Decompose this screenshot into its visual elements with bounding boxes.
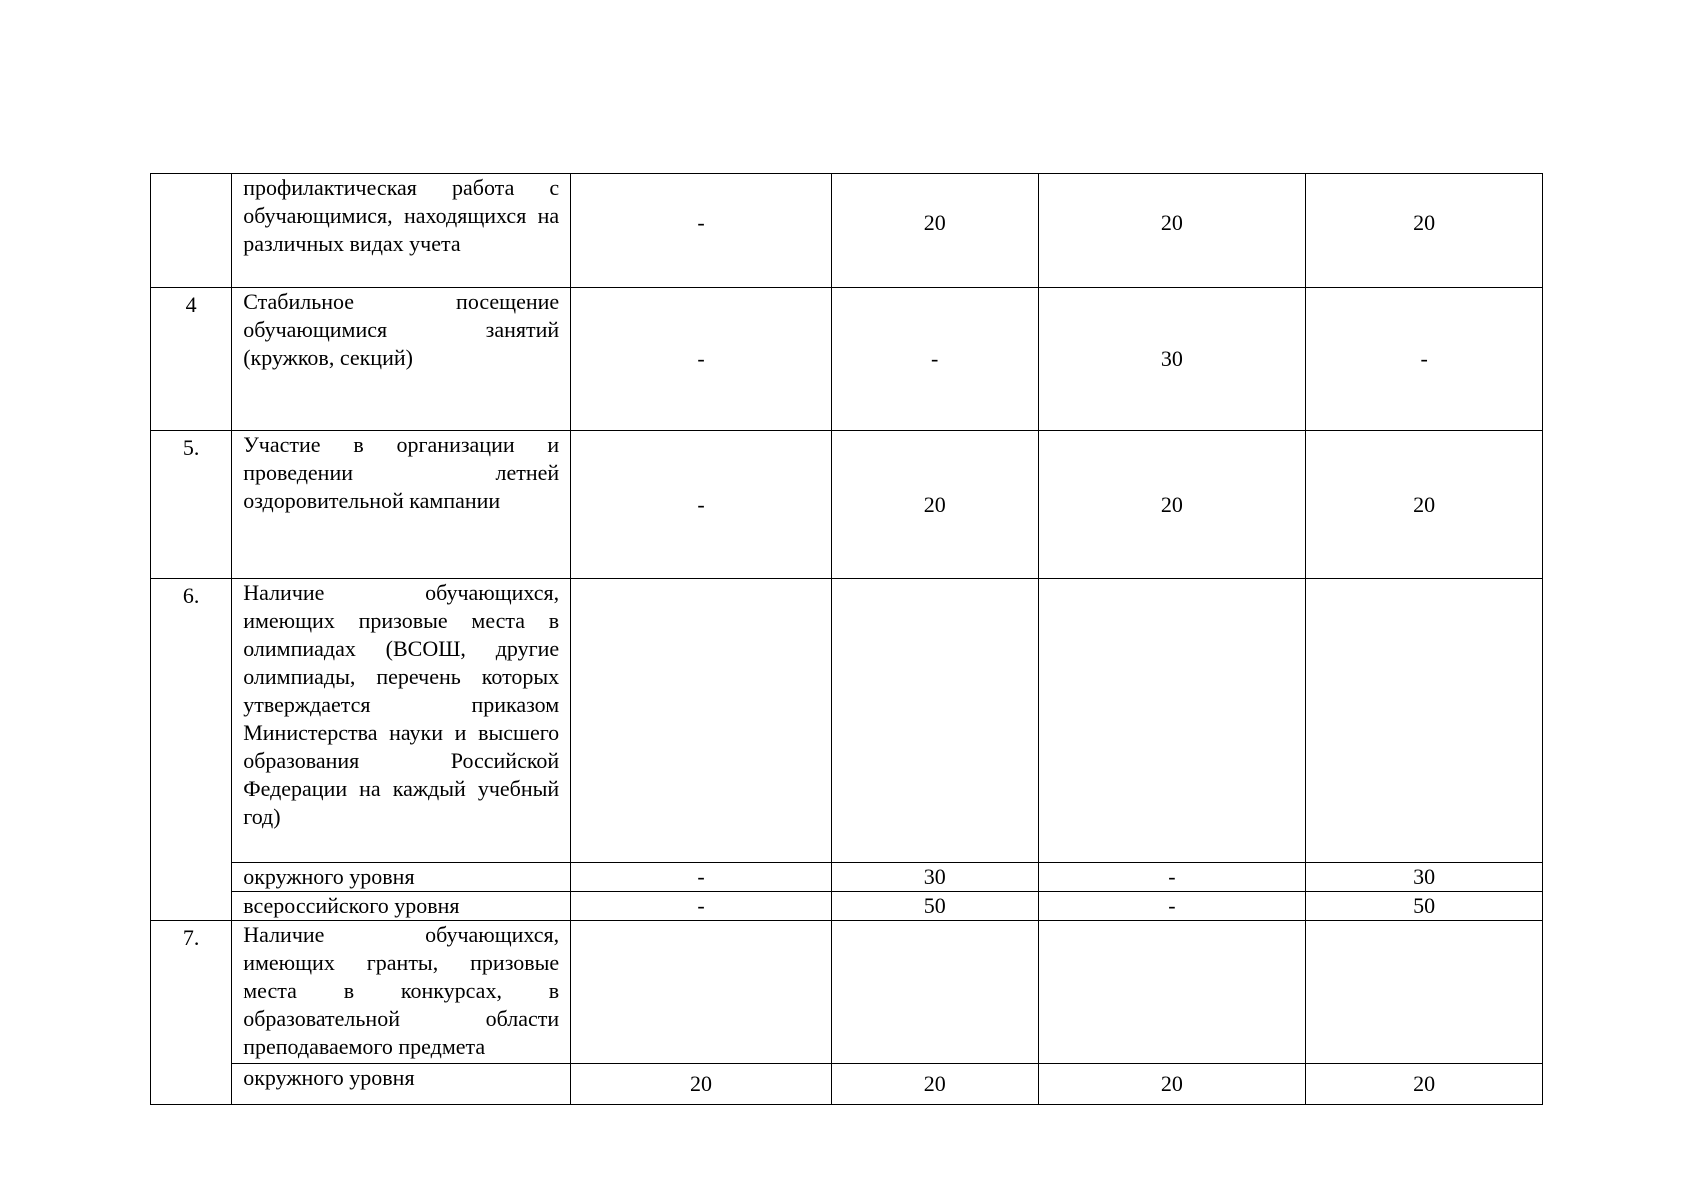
value-cell bbox=[1306, 579, 1543, 863]
value-cell: 30 bbox=[1306, 863, 1543, 892]
row-number: 4 bbox=[151, 288, 232, 431]
value-cell: 20 bbox=[1306, 431, 1543, 579]
level-label: всероссийского уровня bbox=[232, 892, 571, 921]
value-cell: 20 bbox=[1038, 174, 1306, 288]
value-cell: - bbox=[831, 288, 1038, 431]
value-cell: - bbox=[571, 892, 832, 921]
table-row bbox=[151, 892, 1543, 921]
value-cell bbox=[1038, 579, 1306, 863]
value-cell: 20 bbox=[1306, 1064, 1543, 1105]
value-cell: 30 bbox=[831, 863, 1038, 892]
criterion-text: Участие в организации и проведении летней оздоровительной кампании bbox=[232, 431, 571, 579]
criterion-text: Наличие обучающихся, имеющих гранты, призовые места в конкурсах, в образовательной области преподаваемого предмета bbox=[232, 921, 571, 1064]
value-cell: 20 bbox=[1038, 1064, 1306, 1105]
value-cell: 50 bbox=[1306, 892, 1543, 921]
value-cell: - bbox=[571, 431, 832, 579]
criterion-text: профилактическая работа с обучающимися, находящихся на различных видах учета bbox=[232, 174, 571, 288]
level-label: окружного уровня bbox=[232, 863, 571, 892]
table-row bbox=[151, 431, 1543, 579]
value-cell: - bbox=[1306, 288, 1543, 431]
value-cell: - bbox=[1038, 863, 1306, 892]
table-row bbox=[151, 1064, 1543, 1105]
value-cell: - bbox=[571, 288, 832, 431]
level-label: окружного уровня bbox=[232, 1064, 571, 1105]
value-cell: 20 bbox=[1306, 174, 1543, 288]
value-cell bbox=[571, 579, 832, 863]
value-cell bbox=[1038, 921, 1306, 1064]
value-cell: 50 bbox=[831, 892, 1038, 921]
row-number bbox=[151, 174, 232, 288]
value-cell: 20 bbox=[571, 1064, 832, 1105]
row-number: 6. bbox=[151, 579, 232, 921]
value-cell: - bbox=[1038, 892, 1306, 921]
value-cell: 20 bbox=[831, 431, 1038, 579]
value-cell: 20 bbox=[831, 174, 1038, 288]
value-cell: - bbox=[571, 863, 832, 892]
value-cell: 20 bbox=[1038, 431, 1306, 579]
row-number: 5. bbox=[151, 431, 232, 579]
value-cell bbox=[1306, 921, 1543, 1064]
criterion-text: Наличие обучающихся, имеющих призовые места в олимпиадах (ВСОШ, другие олимпиады, перечень которых утверждается приказом Министерства науки и высшего образования Российской Федерации на каждый учебный год) bbox=[232, 579, 571, 863]
table-row bbox=[151, 579, 1543, 863]
value-cell bbox=[831, 579, 1038, 863]
table-row bbox=[151, 921, 1543, 1064]
table-row bbox=[151, 174, 1543, 288]
table-row bbox=[151, 288, 1543, 431]
table-row bbox=[151, 863, 1543, 892]
value-cell bbox=[831, 921, 1038, 1064]
criterion-text: Стабильное посещение обучающимися занятий (кружков, секций) bbox=[232, 288, 571, 431]
value-cell: 20 bbox=[831, 1064, 1038, 1105]
row-number: 7. bbox=[151, 921, 232, 1105]
criteria-table bbox=[150, 173, 1543, 1105]
value-cell: - bbox=[571, 174, 832, 288]
value-cell: 30 bbox=[1038, 288, 1306, 431]
value-cell bbox=[571, 921, 832, 1064]
